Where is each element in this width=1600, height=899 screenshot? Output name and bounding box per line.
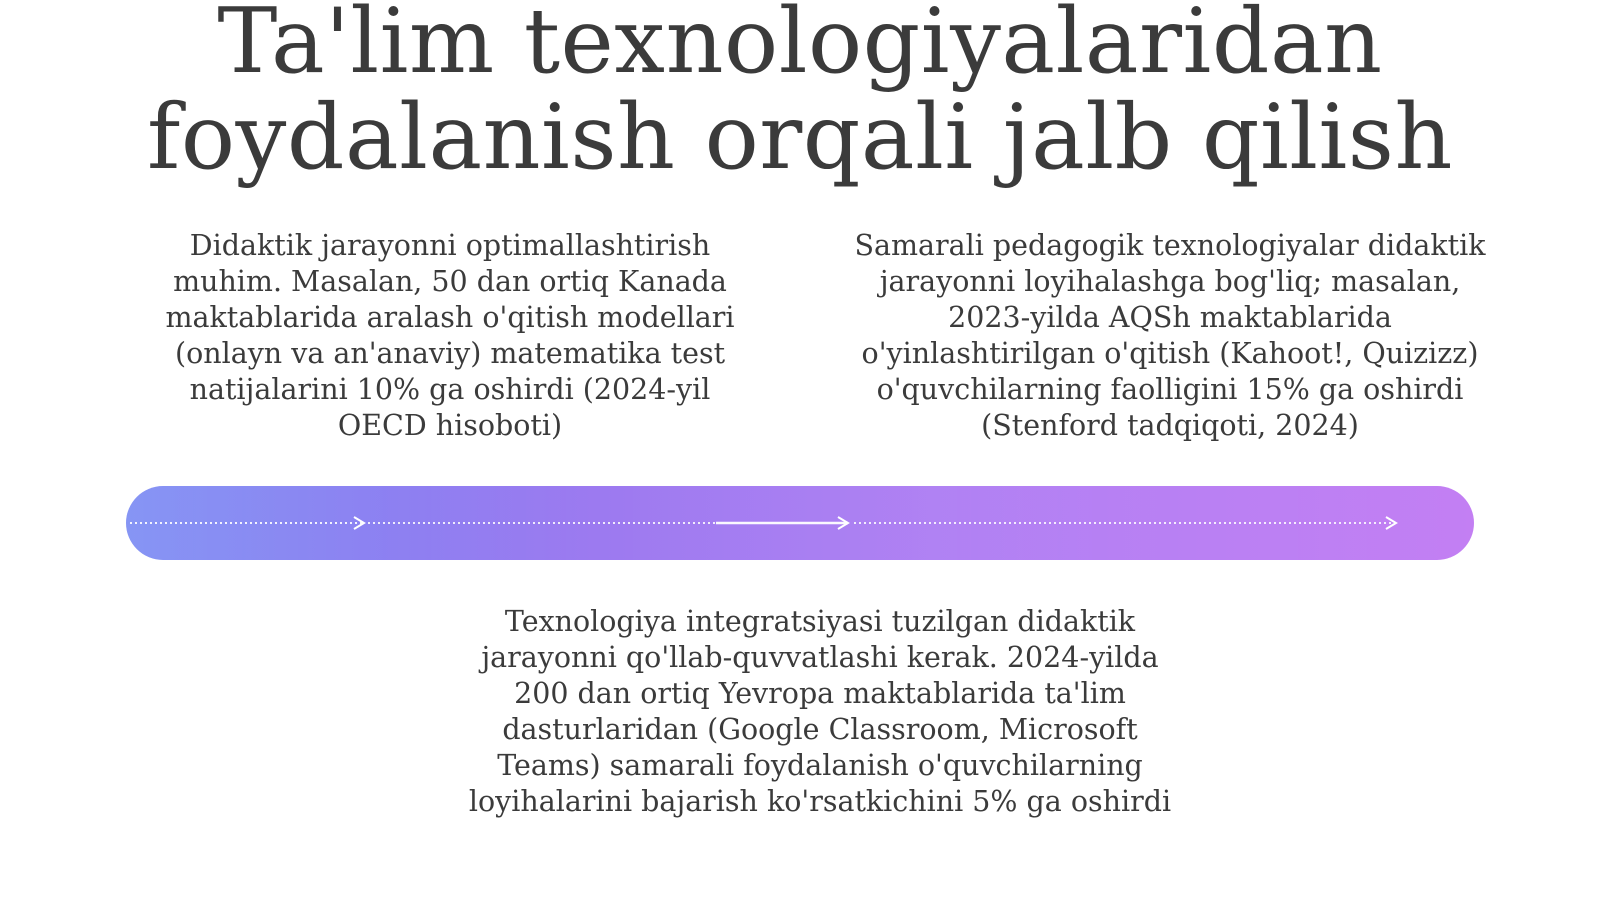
page-title bbox=[0, 0, 1600, 190]
paragraph-right: Samarali pedagogik texnologiyalar didaktik jarayonni loyihalashga bog'liq; masalan, 2023-yilda AQSh maktablarida o'yinlashtirilgan o'qitish (Kahoot!, Quizizz) o'quvchilarning faolligini 15% ga oshirdi (Stenford tadqiqoti, 2024) bbox=[854, 229, 1486, 442]
paragraph-bottom: Texnologiya integratsiyasi tuzilgan didaktik jarayonni qo'llab-quvvatlashi kerak. 2024-yilda 200 dan ortiq Yevropa maktablarida ta'lim dasturlaridan (Google Classroom, Microsoft Teams) samarali foydalanish o'quvchilarning loyihalarini bajarish ko'rsatkichini 5% ga oshirdi bbox=[468, 605, 1172, 818]
title-line-2: foydalanish orqali jalb qilish bbox=[147, 85, 1453, 190]
title-line-1: Ta'lim texnologiyalaridan bbox=[217, 0, 1383, 94]
timeline-bar bbox=[126, 486, 1474, 560]
paragraph-left: Didaktik jarayonni optimallashtirish muhim. Masalan, 50 dan ortiq Kanada maktablarida aralash o'qitish modellari (onlayn va an'anaviy) matematika test natijalarini 10% ga oshirdi (2024-yil OECD hisoboti) bbox=[165, 229, 735, 442]
timeline-arrows bbox=[126, 486, 1474, 560]
